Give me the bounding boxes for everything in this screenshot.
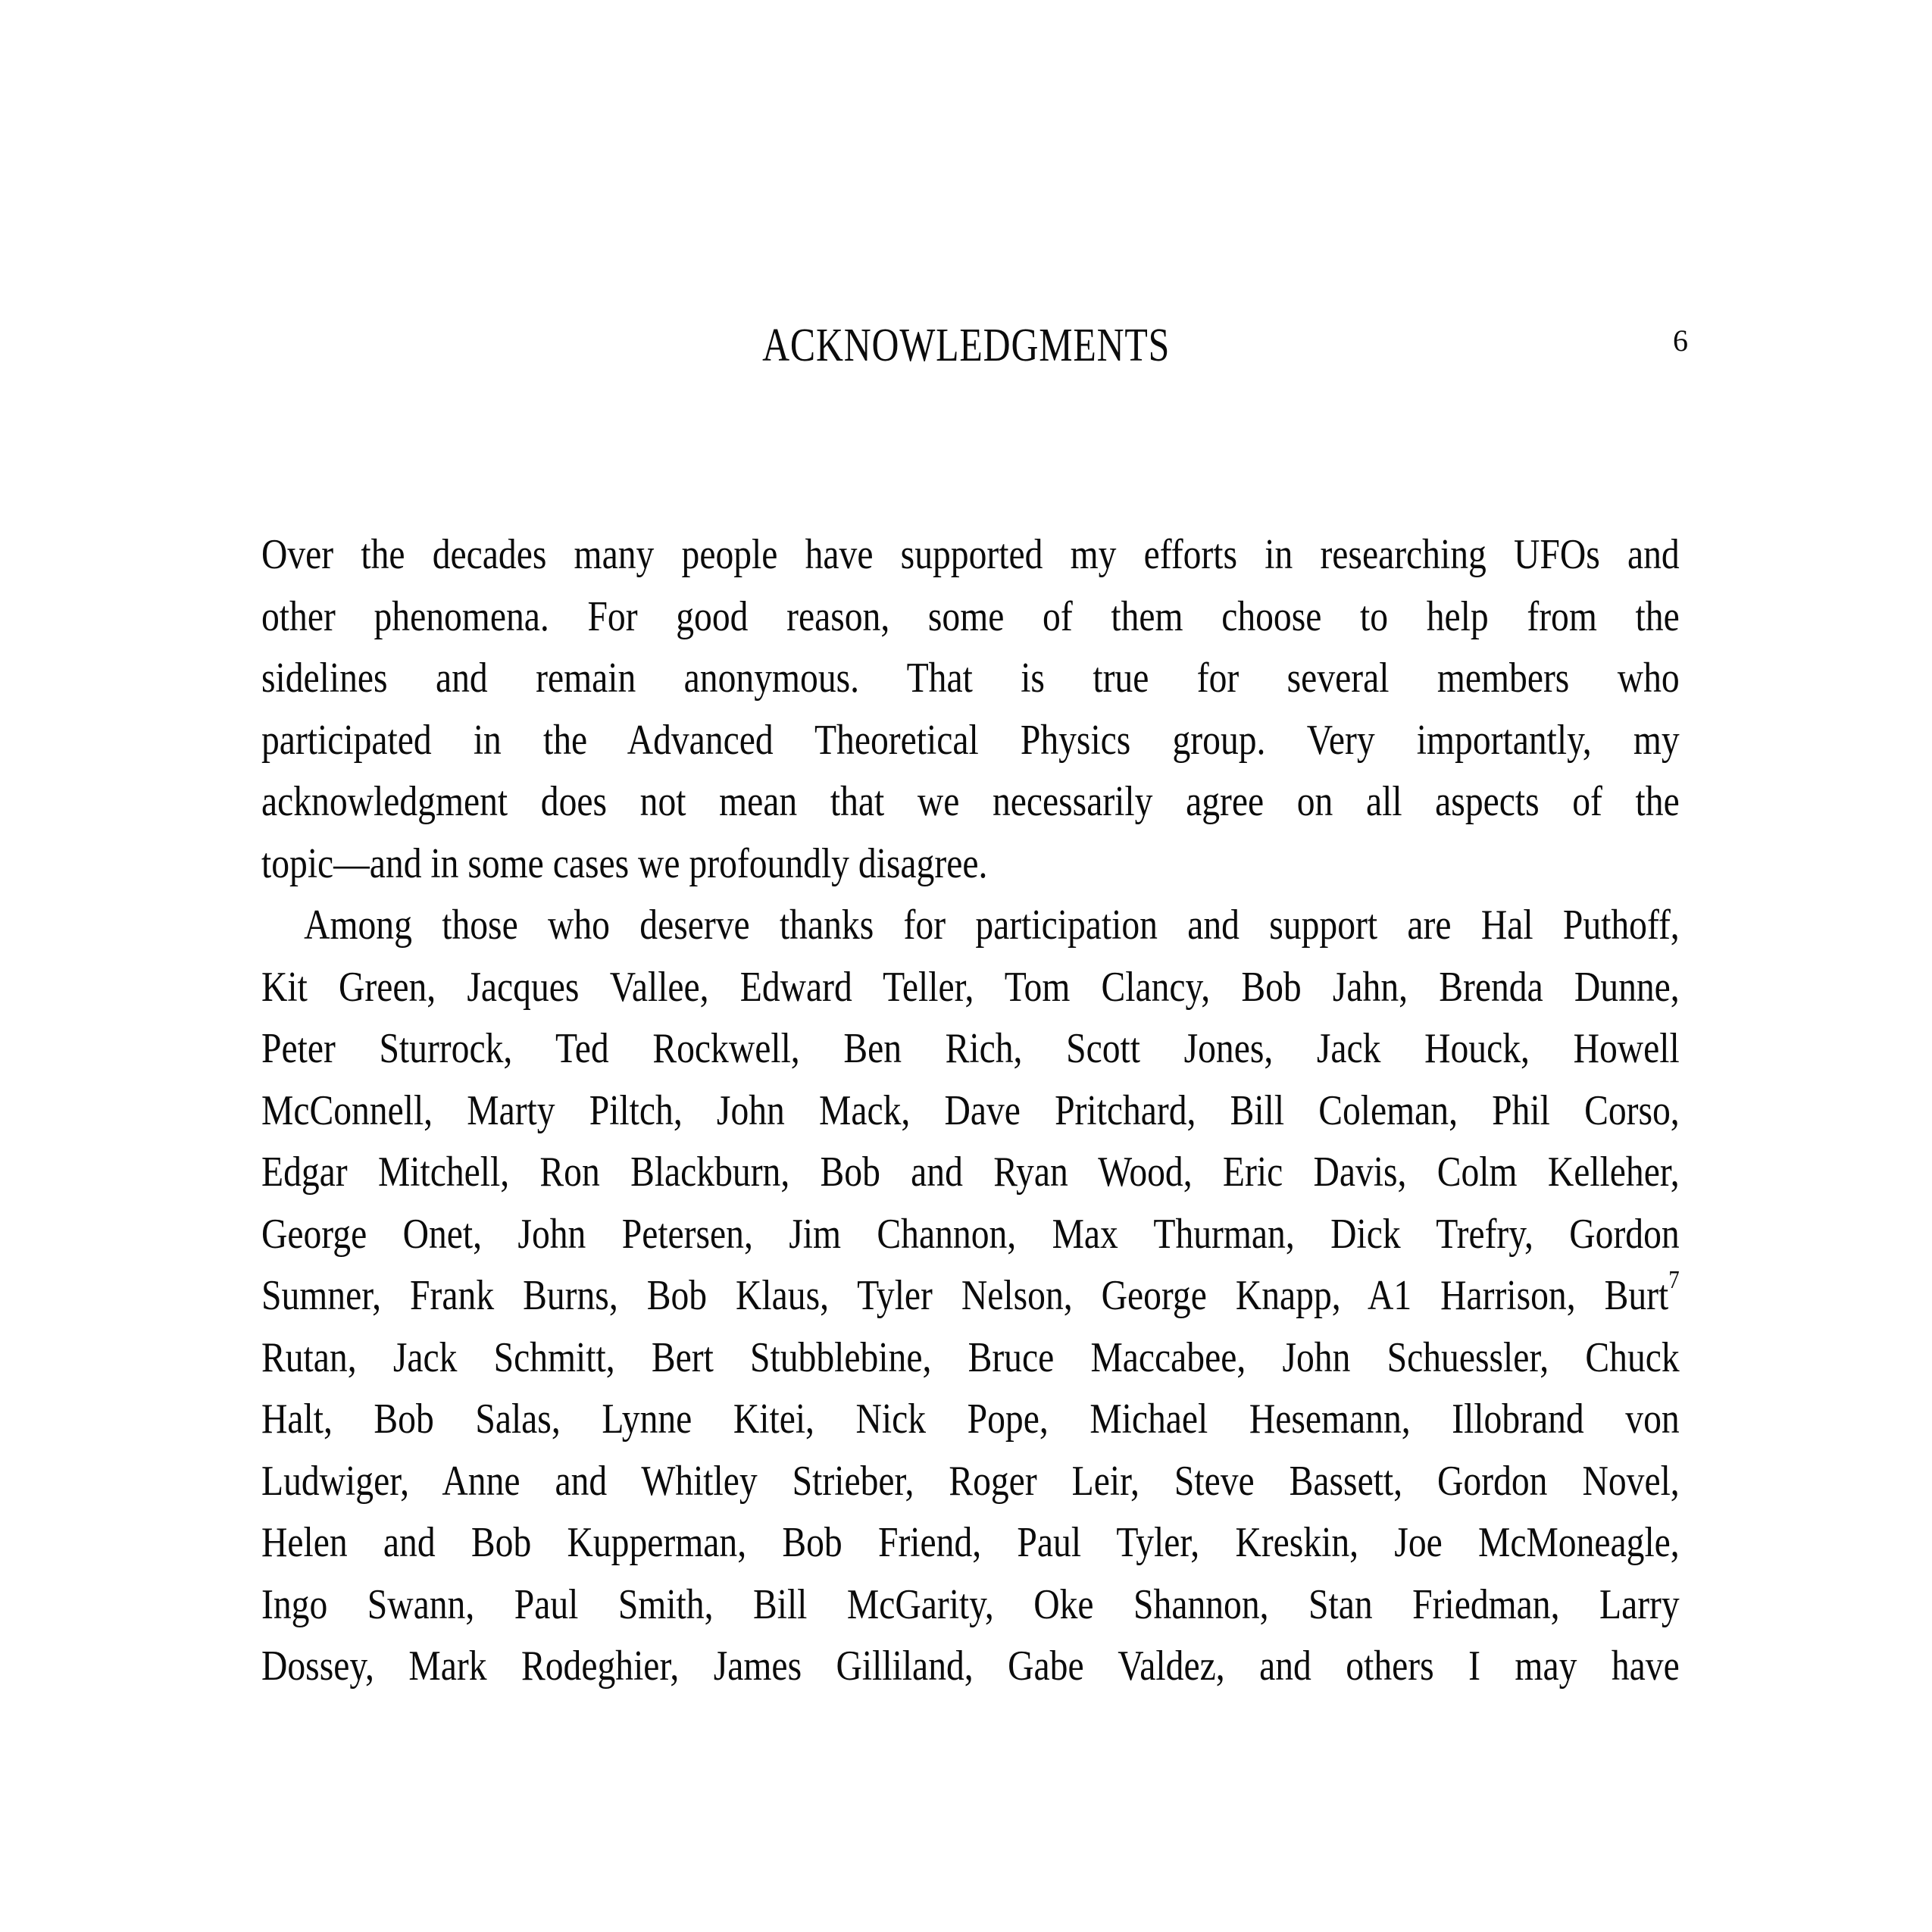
text-line-content: sidelines and remain anonymous. That is true for several members who <box>261 655 1680 702</box>
text-line <box>261 1080 1680 1143</box>
text-line-content: Rutan, Jack Schmitt, Bert Stubblebine, Bruce Maccabee, John Schuessler, Chuck <box>261 1333 1680 1381</box>
text-line <box>261 1512 1680 1574</box>
text-line <box>261 710 1680 772</box>
text-line <box>261 1204 1680 1266</box>
text-line-content: Ludwiger, Anne and Whitley Strieber, Roger Leir, Steve Bassett, Gordon Novel, <box>261 1457 1680 1505</box>
text-line-content: Over the decades many people have supported my efforts in researching UFOs and <box>261 531 1680 578</box>
text-line <box>261 1018 1680 1080</box>
text-line-content: McConnell, Marty Piltch, John Mack, Dave Pritchard, Bill Coleman, Phil Corso, <box>261 1086 1680 1134</box>
text-line <box>261 1265 1680 1327</box>
text-line <box>261 957 1680 1019</box>
text-line-content: George Onet, John Petersen, Jim Channon, Max Thurman, Dick Trefry, Gordon <box>261 1210 1680 1258</box>
text-line <box>261 1142 1680 1204</box>
page-header <box>0 318 1932 371</box>
text-line <box>261 895 1680 957</box>
footnote-marker: 7 <box>1668 1266 1680 1294</box>
text-line <box>261 586 1680 649</box>
text-line-content: topic—and in some cases we profoundly disagree. <box>261 839 988 887</box>
text-line-content: Sumner, Frank Burns, Bob Klaus, Tyler Nelson, George Knapp, A1 Harrison, Burt <box>261 1272 1669 1319</box>
text-line <box>261 1389 1680 1451</box>
text-line <box>261 1327 1680 1390</box>
text-line <box>261 524 1680 586</box>
text-line-content: Halt, Bob Salas, Lynne Kitei, Nick Pope, Michael Hesemann, Illobrand von <box>261 1396 1680 1443</box>
text-line-content: Edgar Mitchell, Ron Blackburn, Bob and Ryan Wood, Eric Davis, Colm Kelleher, <box>261 1149 1680 1196</box>
text-line-content: Ingo Swann, Paul Smith, Bill McGarity, Oke Shannon, Stan Friedman, Larry <box>261 1580 1680 1628</box>
text-line <box>261 1574 1680 1637</box>
text-line-content: acknowledgment does not mean that we necessarily agree on all aspects of the <box>261 778 1680 825</box>
text-line <box>261 648 1680 710</box>
page-number: 6 <box>1673 324 1688 358</box>
text-line-content: Kit Green, Jacques Vallee, Edward Teller, Tom Clancy, Bob Jahn, Brenda Dunne, <box>261 963 1680 1011</box>
text-line-content: Among those who deserve thanks for participation and support are Hal Puthoff, <box>304 902 1680 949</box>
text-line <box>261 771 1680 833</box>
text-line-content: other phenomena. For good reason, some of them choose to help from the <box>261 592 1680 640</box>
body-text <box>261 524 1680 1698</box>
chapter-title: ACKNOWLEDGMENTS <box>761 318 1171 371</box>
text-line <box>261 1451 1680 1513</box>
text-line <box>261 1636 1680 1698</box>
text-line-content: Helen and Bob Kupperman, Bob Friend, Paul Tyler, Kreskin, Joe McMoneagle, <box>261 1519 1680 1566</box>
text-line <box>261 833 1680 896</box>
text-line-content: Dossey, Mark Rodeghier, James Gilliland, Gabe Valdez, and others I may have <box>261 1643 1680 1690</box>
text-line-content: participated in the Advanced Theoretical Physics group. Very importantly, my <box>261 716 1680 764</box>
text-line-content: Peter Sturrock, Ted Rockwell, Ben Rich, Scott Jones, Jack Houck, Howell <box>261 1025 1680 1072</box>
